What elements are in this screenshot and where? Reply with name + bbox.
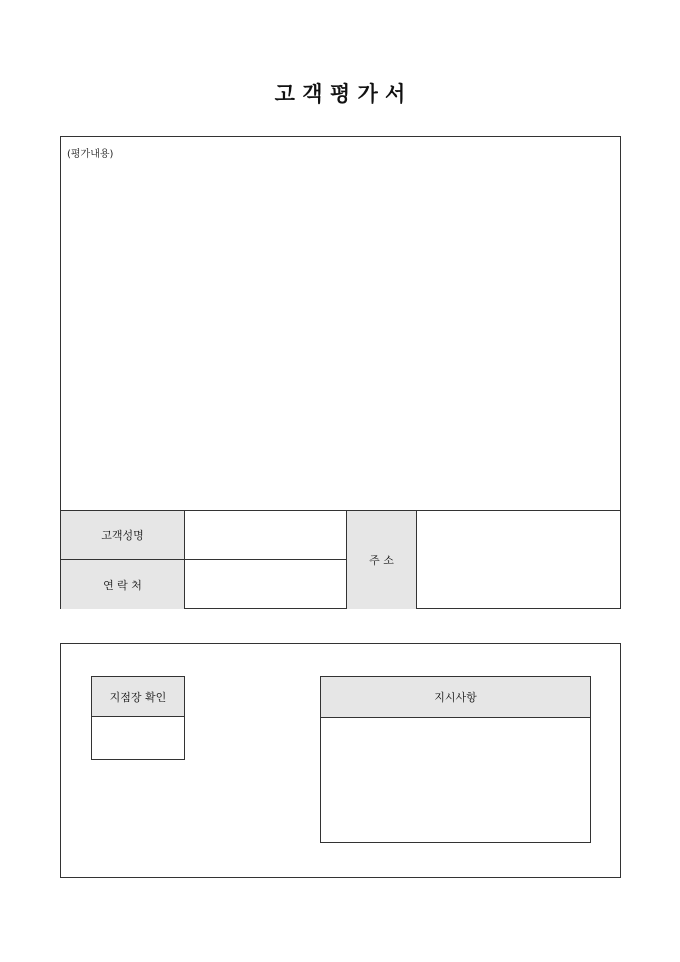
customer-name-label: 고객성명 [61,511,185,560]
evaluation-form [60,136,621,609]
instructions-box [320,676,591,843]
page-title: 고 객 평 가 서 [274,81,406,106]
manager-confirm-box [91,676,185,760]
contact-label: 연 락 처 [61,560,185,609]
address-label: 주 소 [347,511,417,609]
customer-info-row [61,510,620,609]
address-field[interactable] [417,511,620,609]
evaluation-content-label: (평가내용) [67,149,114,160]
customer-name-field[interactable] [185,511,347,560]
contact-field[interactable] [185,560,347,609]
approval-section [60,643,621,878]
instructions-label: 지시사항 [321,677,590,718]
manager-confirm-label: 지점장 확인 [92,677,184,717]
manager-confirm-field[interactable] [92,717,184,759]
